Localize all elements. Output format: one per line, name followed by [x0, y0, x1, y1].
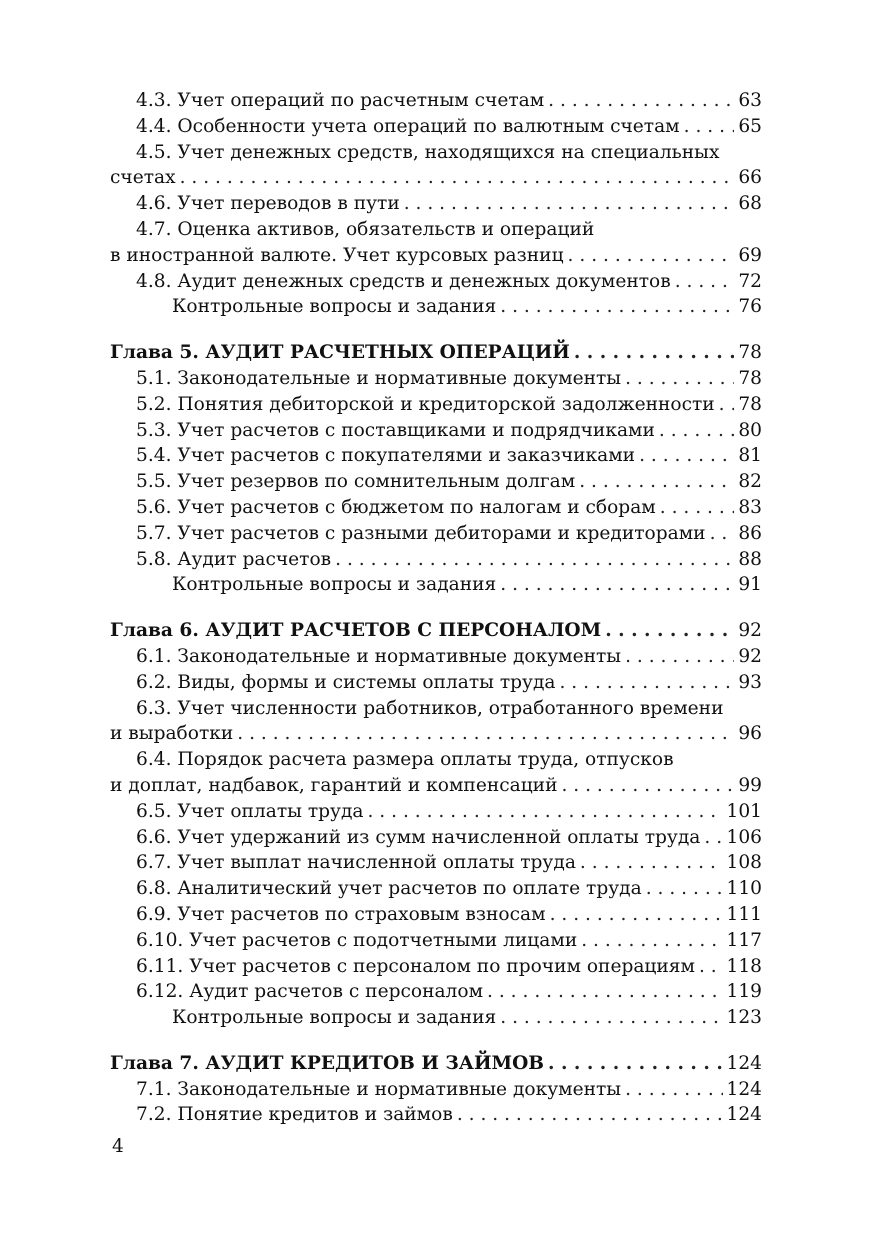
- dot-leader: [660, 495, 735, 521]
- section-title: Учет удержаний из сумм начисленной оплаты труда: [177, 826, 701, 848]
- page-number: 4: [112, 1136, 124, 1157]
- section-title-continued: в иностранной валюте. Учет курсовых разниц: [110, 244, 564, 266]
- toc-entry-line: [136, 670, 762, 696]
- toc-entry[interactable]: [110, 979, 762, 1005]
- section-number: 5.5.: [136, 471, 172, 493]
- section-title: Контрольные вопросы и задания: [172, 1007, 497, 1029]
- toc-entry-line: [136, 850, 762, 876]
- page-ref: 110: [726, 878, 762, 900]
- toc-entry[interactable]: [110, 114, 762, 140]
- section-title: Аудит денежных средств и денежных документов: [177, 270, 671, 292]
- toc-entry[interactable]: [110, 217, 762, 269]
- toc-entry-first-line: [136, 140, 762, 166]
- section-title: Особенности учета операций по валютным счетам: [177, 115, 680, 137]
- section-number: 4.5.: [136, 141, 172, 163]
- dot-leader: [548, 1051, 722, 1077]
- toc-entry[interactable]: [110, 1102, 762, 1128]
- toc-entry[interactable]: [110, 696, 762, 748]
- page-ref: 106: [726, 826, 762, 848]
- page-ref: 76: [738, 296, 762, 318]
- page-ref: 88: [738, 548, 762, 570]
- section-number: 6.3.: [136, 697, 172, 719]
- section-number: 4.4.: [136, 115, 172, 137]
- section-title: Учет оплаты труда: [177, 800, 364, 822]
- section-title-continued: и доплат, надбавок, гарантий и компенсаций: [110, 774, 558, 796]
- section-number: 5.8.: [136, 548, 172, 570]
- section-title: Учет расчетов с разными дебиторами и кредиторами: [177, 522, 706, 544]
- page-ref: 78: [738, 342, 762, 364]
- toc-entry-line: [172, 572, 762, 598]
- toc-entry-line: [136, 469, 762, 495]
- toc-entry-line: [136, 825, 762, 851]
- toc-entry-line: [136, 902, 762, 928]
- toc-entry[interactable]: [110, 572, 762, 598]
- toc-entry[interactable]: [110, 825, 762, 851]
- dot-leader: [500, 1005, 722, 1031]
- page-ref: 124: [726, 1078, 762, 1100]
- toc-entry[interactable]: [110, 443, 762, 469]
- toc-entry[interactable]: [110, 392, 762, 418]
- section-title: Учет расчетов с поставщиками и подрядчиками: [177, 419, 655, 441]
- toc-entry[interactable]: [110, 1051, 762, 1077]
- page-ref: 124: [726, 1104, 762, 1126]
- toc-entry-line: [110, 1051, 762, 1077]
- dot-leader: [625, 644, 734, 670]
- page-ref: 91: [738, 574, 762, 596]
- dot-leader: [487, 979, 722, 1005]
- section-number: 6.5.: [136, 800, 172, 822]
- table-of-contents: [110, 88, 762, 1128]
- page-ref: 66: [738, 167, 762, 189]
- toc-entry-line: [136, 88, 762, 114]
- toc-entry-line: [110, 243, 762, 269]
- dot-leader: [367, 799, 722, 825]
- toc-entry[interactable]: [110, 799, 762, 825]
- section-title: Учет переводов в пути: [177, 193, 400, 215]
- section-number: 5.3.: [136, 419, 172, 441]
- toc-entry-line: [136, 799, 762, 825]
- section-number: 5.2.: [136, 393, 172, 415]
- section-number: 7.2.: [136, 1104, 172, 1126]
- dot-leader: [579, 469, 734, 495]
- section-title: Учет операций по расчетным счетам: [177, 90, 545, 111]
- dot-leader: [237, 721, 734, 747]
- section-title: Законодательные и нормативные документы: [177, 645, 622, 667]
- page-ref: 65: [738, 115, 762, 137]
- page-ref: 86: [738, 522, 762, 544]
- toc-entry-line: [136, 644, 762, 670]
- dot-leader: [581, 928, 722, 954]
- toc-entry-line: [136, 954, 762, 980]
- section-title: Понятия дебиторской и кредиторской задолженности: [177, 393, 715, 415]
- section-title: Учет резервов по сомнительным долгам: [177, 471, 576, 493]
- toc-entry[interactable]: [110, 928, 762, 954]
- page-ref: 124: [726, 1052, 762, 1074]
- section-title: Законодательные и нормативные документы: [177, 1078, 622, 1100]
- toc-entry[interactable]: [110, 366, 762, 392]
- toc-entry-first-line: [136, 217, 762, 243]
- page-ref: 118: [726, 955, 762, 977]
- page-ref: 82: [738, 471, 762, 493]
- toc-entry[interactable]: [110, 547, 762, 573]
- toc-entry-line: [136, 928, 762, 954]
- section-title: Учет расчетов с покупателями и заказчиками: [177, 445, 636, 467]
- toc-entry-line: [110, 618, 762, 644]
- toc-entry-line: [136, 521, 762, 547]
- toc-entry[interactable]: [110, 294, 762, 320]
- section-number: 6.10.: [136, 929, 184, 951]
- dot-leader: [580, 850, 723, 876]
- page-ref: 80: [738, 419, 762, 441]
- toc-entry-line: [136, 443, 762, 469]
- page-ref: 68: [738, 193, 762, 215]
- section-number: 4.7.: [136, 218, 172, 240]
- section-number: 4.6.: [136, 193, 172, 215]
- toc-entry-line: [172, 1005, 762, 1031]
- page-ref: 108: [726, 852, 762, 874]
- section-number: 6.9.: [136, 903, 172, 925]
- toc-entry[interactable]: [110, 670, 762, 696]
- dot-leader: [625, 366, 734, 392]
- chapter-title: Глава 7. АУДИТ КРЕДИТОВ И ЗАЙМОВ: [110, 1052, 545, 1074]
- dot-leader: [559, 670, 734, 696]
- toc-entry[interactable]: [110, 747, 762, 799]
- section-title: Учет расчетов по страховым взносам: [177, 903, 546, 925]
- dot-leader: [561, 773, 734, 799]
- section-title: Законодательные и нормативные документы: [177, 367, 622, 389]
- section-number: 5.4.: [136, 445, 172, 467]
- section-title: Виды, формы и системы оплаты труда: [177, 671, 556, 693]
- dot-leader: [719, 392, 735, 418]
- toc-entry[interactable]: [110, 618, 762, 644]
- toc-entry-line: [172, 294, 762, 320]
- dot-leader: [704, 825, 722, 851]
- dot-leader: [699, 954, 723, 980]
- section-title: Учет расчетов с подотчетными лицами: [189, 929, 578, 951]
- section-number: 7.1.: [136, 1078, 172, 1100]
- section-title: Понятие кредитов и займов: [177, 1104, 453, 1126]
- toc-entry[interactable]: [110, 902, 762, 928]
- section-number: 5.6.: [136, 496, 172, 518]
- section-title: Учет расчетов с персоналом по прочим операциям: [189, 955, 695, 977]
- toc-entry[interactable]: [110, 1005, 762, 1031]
- dot-leader: [646, 876, 723, 902]
- dot-leader: [548, 88, 734, 114]
- dot-leader: [180, 165, 735, 191]
- section-number: 4.3.: [136, 90, 172, 111]
- toc-entry[interactable]: [110, 521, 762, 547]
- dot-leader: [659, 418, 734, 444]
- section-title: Учет численности работников, отработанного времени: [177, 697, 724, 719]
- page-ref: 117: [726, 929, 762, 951]
- section-title: Оценка активов, обязательств и операций: [177, 218, 595, 240]
- section-number: 5.1.: [136, 367, 172, 389]
- page-ref: 92: [738, 620, 762, 642]
- page-ref: 81: [738, 445, 762, 467]
- section-number: 6.4.: [136, 749, 172, 771]
- toc-entry[interactable]: [110, 418, 762, 444]
- toc-entry[interactable]: [110, 269, 762, 295]
- dot-leader: [457, 1102, 723, 1128]
- section-number: 5.7.: [136, 522, 172, 544]
- toc-entry[interactable]: [110, 954, 762, 980]
- dot-leader: [684, 114, 735, 140]
- section-number: 6.7.: [136, 852, 172, 874]
- toc-entry[interactable]: [110, 140, 762, 192]
- section-title: Контрольные вопросы и задания: [172, 574, 497, 596]
- toc-entry-line: [136, 114, 762, 140]
- section-number: 6.1.: [136, 645, 172, 667]
- dot-leader: [605, 618, 734, 644]
- toc-entry-line: [136, 495, 762, 521]
- chapter-title: Глава 5. АУДИТ РАСЧЕТНЫХ ОПЕРАЦИЙ: [110, 342, 570, 364]
- dot-leader: [675, 269, 735, 295]
- toc-entry-line: [136, 1077, 762, 1103]
- chapter-title: Глава 6. АУДИТ РАСЧЕТОВ С ПЕРСОНАЛОМ: [110, 620, 602, 642]
- toc-entry-first-line: [136, 747, 762, 773]
- page-ref: 83: [738, 496, 762, 518]
- toc-entry-line: [136, 876, 762, 902]
- section-title-continued: и выработки: [110, 723, 234, 745]
- section-title-continued: счетах: [110, 167, 176, 189]
- page-ref: 72: [738, 270, 762, 292]
- page-ref: 93: [738, 671, 762, 693]
- toc-entry-line: [136, 547, 762, 573]
- toc-entry-line: [110, 165, 762, 191]
- toc-entry[interactable]: [110, 644, 762, 670]
- dot-leader: [335, 547, 734, 573]
- toc-entry-line: [136, 366, 762, 392]
- page-ref: 63: [738, 90, 762, 111]
- page-ref: 96: [738, 723, 762, 745]
- toc-entry[interactable]: [110, 88, 762, 114]
- section-title: Аудит расчетов: [177, 548, 332, 570]
- toc-entry[interactable]: [110, 191, 762, 217]
- section-title: Учет выплат начисленной оплаты труда: [177, 852, 576, 874]
- section-number: 6.12.: [136, 981, 184, 1003]
- toc-entry[interactable]: [110, 876, 762, 902]
- section-title: Аналитический учет расчетов по оплате труда: [177, 878, 642, 900]
- toc-entry-line: [136, 392, 762, 418]
- toc-entry[interactable]: [110, 340, 762, 366]
- page-ref: 69: [738, 244, 762, 266]
- page-ref: 123: [726, 1007, 762, 1029]
- toc-entry-line: [136, 418, 762, 444]
- dot-leader: [500, 294, 734, 320]
- toc-entry[interactable]: [110, 850, 762, 876]
- section-number: 6.11.: [136, 955, 184, 977]
- page-ref: 92: [738, 645, 762, 667]
- toc-entry-line: [110, 340, 762, 366]
- toc-entry-line: [136, 979, 762, 1005]
- section-title: Контрольные вопросы и задания: [172, 296, 497, 318]
- toc-entry[interactable]: [110, 1077, 762, 1103]
- dot-leader: [625, 1077, 722, 1103]
- toc-entry-line: [110, 773, 762, 799]
- dot-leader: [500, 572, 734, 598]
- section-number: 6.2.: [136, 671, 172, 693]
- page-ref: 99: [738, 774, 762, 796]
- toc-entry-line: [110, 721, 762, 747]
- section-title: Порядок расчета размера оплаты труда, отпусков: [177, 749, 674, 771]
- section-title: Учет расчетов с бюджетом по налогам и сборам: [177, 496, 656, 518]
- toc-entry[interactable]: [110, 469, 762, 495]
- section-title: Аудит расчетов с персоналом: [189, 981, 484, 1003]
- page-ref: 78: [738, 393, 762, 415]
- toc-entry-first-line: [136, 696, 762, 722]
- toc-entry[interactable]: [110, 495, 762, 521]
- section-number: 6.6.: [136, 826, 172, 848]
- toc-entry-line: [136, 191, 762, 217]
- section-title: Учет денежных средств, находящихся на специальных: [177, 141, 720, 163]
- section-number: 6.8.: [136, 878, 172, 900]
- section-number: 4.8.: [136, 270, 172, 292]
- toc-entry-line: [136, 269, 762, 295]
- page-ref: 119: [726, 981, 762, 1003]
- page-ref: 78: [738, 367, 762, 389]
- toc-entry-line: [136, 1102, 762, 1128]
- page-ref: 101: [726, 800, 762, 822]
- page-ref: 111: [726, 903, 762, 925]
- dot-leader: [550, 902, 723, 928]
- dot-leader: [710, 521, 735, 547]
- dot-leader: [568, 243, 735, 269]
- dot-leader: [404, 191, 735, 217]
- dot-leader: [574, 340, 734, 366]
- dot-leader: [639, 443, 734, 469]
